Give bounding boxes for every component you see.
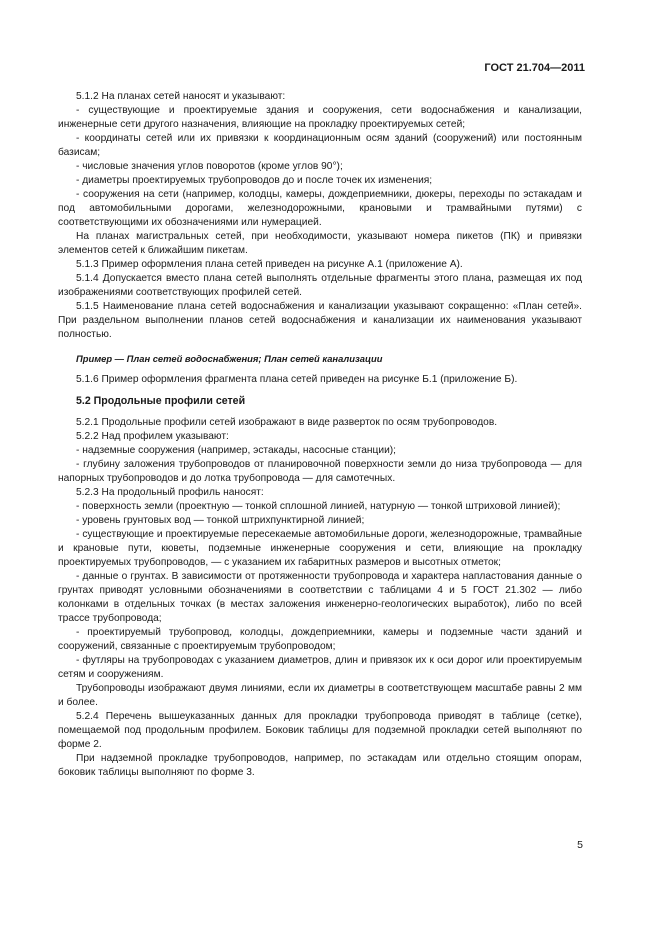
paragraph: 5.2.4 Перечень вышеуказанных данных для прокладки трубопровода приводят в таблице (сетке), помещаемой под продольным профилем. Боковик таблицы для подземной прокладки сетей выполняют по форме 2. <box>58 711 582 750</box>
paragraph: - глубину заложения трубопроводов от планировочной поверхности земли до низа трубопровода — для напорных трубопроводов и до лотка трубопровода — для самотечных. <box>58 459 582 484</box>
page-number: 5 <box>577 839 583 851</box>
example-note: Пример — План сетей водоснабжения; План сетей канализации <box>76 353 383 364</box>
paragraph: 5.1.3 Пример оформления плана сетей приведен на рисунке А.1 (приложение А). <box>76 259 463 270</box>
paragraph: При надземной прокладке трубопроводов, например, по эстакадам или отдельно стоящим опорам, боковик таблицы выполняют по форме 3. <box>58 753 582 778</box>
paragraph: - существующие и проектируемые здания и сооружения, сети водоснабжения и канализации, инженерные сети другого назначения, влияющие на прокладку проектируемых сетей; <box>58 105 582 130</box>
paragraph: На планах магистральных сетей, при необходимости, указывают номера пикетов (ПК) и привязки элементов сетей к ближайшим пикетам. <box>58 231 582 256</box>
paragraph: - числовые значения углов поворотов (кроме углов 90°); <box>76 161 343 172</box>
paragraph: 5.1.6 Пример оформления фрагмента плана сетей приведен на рисунке Б.1 (приложение Б). <box>76 374 518 385</box>
paragraph: - уровень грунтовых вод — тонкой штрихпунктирной линией; <box>76 515 365 526</box>
paragraph: Трубопроводы изображают двумя линиями, если их диаметры в соответствующем масштабе равны 2 мм и более. <box>58 683 582 708</box>
paragraph: - сооружения на сети (например, колодцы, камеры, дождеприемники, дюкеры, переходы по эстакадам и под автомобильными дорогами, железнодорожными, крановыми и трамвайными путями) с соответствующими их обозначениями или нумерацией. <box>58 189 582 228</box>
paragraph: - диаметры проектируемых трубопроводов до и после точек их изменения; <box>76 175 433 186</box>
document-body <box>58 90 582 780</box>
paragraph: 5.1.5 Наименование плана сетей водоснабжения и канализации указывают сокращенно: «План сетей». При раздельном выполнении планов сетей водоснабжения и канализации их наименования указывают полностью. <box>58 301 582 340</box>
paragraph: - футляры на трубопроводах с указанием диаметров, длин и привязок их к оси дорог или проектируемым сетям и сооружениям. <box>58 655 582 680</box>
paragraph: - поверхность земли (проектную — тонкой сплошной линией, натурную — тонкой штриховой линией); <box>76 501 561 512</box>
paragraph: - надземные сооружения (например, эстакады, насосные станции); <box>76 445 396 456</box>
paragraph: - существующие и проектируемые пересекаемые автомобильные дороги, железнодорожные, трамвайные и крановые пути, кюветы, подземные инженерные сооружения и сети, влияющие на прокладку проектируемых трубопроводов, — с указанием их габаритных размеров и высотных отметок; <box>58 529 582 568</box>
paragraph: - данные о грунтах. В зависимости от протяженности трубопровода и характера напластования данные о грунтах приводят условными обозначениями в соответствии с таблицами 4 и 5 ГОСТ 21.302 — либо колонками в отдельных точках (в местах заложения инженерно-геологических выработок), либо по всей трассе трубопровода; <box>58 571 582 624</box>
section-heading: 5.2 Продольные профили сетей <box>76 395 246 407</box>
paragraph: - координаты сетей или их привязки к координационным осям зданий (сооружений) или постоянным базисам; <box>58 133 582 158</box>
paragraph: 5.2.2 Над профилем указывают: <box>76 431 229 442</box>
paragraph: 5.2.3 На продольный профиль наносят: <box>76 487 264 498</box>
paragraph: - проектируемый трубопровод, колодцы, дождеприемники, камеры и подземные части зданий и сооружений, связанные с проектируемым трубопроводом; <box>58 627 582 652</box>
paragraph: 5.2.1 Продольные профили сетей изображают в виде разверток по осям трубопроводов. <box>76 417 498 428</box>
paragraph: 5.1.2 На планах сетей наносят и указывают: <box>76 91 286 102</box>
page-header: ГОСТ 21.704—2011 <box>484 62 585 74</box>
paragraph: 5.1.4 Допускается вместо плана сетей выполнять отдельные фрагменты этого плана, размещая их под изображениями соответствующих профилей сетей. <box>58 273 582 298</box>
